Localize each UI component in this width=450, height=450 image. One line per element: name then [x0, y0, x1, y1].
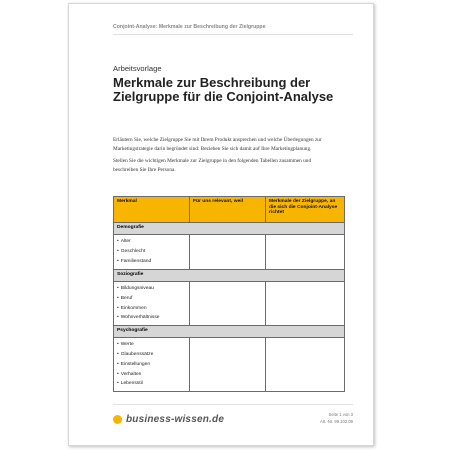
intro-paragraph: Erläutern Sie, welche Zielgruppe Sie mit Ihrem Produkt ansprechen und welche Überlegungen zur Marketingstrategie darin begründet sind: Beziehen Sie sich damit auf Ihre Marketingplanung. [113, 137, 322, 152]
article-number: Art.-Nr. 99.102.09 [319, 418, 353, 424]
section-title: Demografie [114, 223, 345, 235]
list-item: • Bildungsniveau [117, 284, 186, 294]
table-row [114, 235, 345, 270]
column-header: Merkmale der Zielgruppe, an die sich die Conjoint-Analyse richtet [266, 197, 345, 223]
list-item: • Beruf [117, 294, 186, 304]
footer-divider [113, 404, 353, 405]
section-row [114, 223, 345, 235]
target-feature-cell[interactable] [266, 235, 345, 270]
page-number: Seite 1 von 3 [328, 412, 353, 417]
intro-paragraph: Stellen Sie die wichtigen Merkmale zur Zielgruppe in den folgenden Tabellen zusammen und beschreiben Sie Ihre Persona. [113, 158, 312, 173]
logo-text: business-wissen.de [126, 414, 225, 425]
section-row [114, 270, 345, 282]
list-item: • Einkommen [117, 304, 186, 314]
column-header: Merkmal [114, 197, 190, 223]
logo-dot-icon [113, 415, 122, 424]
list-item: • Glaubenssätze [117, 350, 186, 360]
relevance-cell[interactable] [190, 282, 266, 326]
target-feature-cell[interactable] [266, 338, 345, 392]
item-list-cell [114, 282, 190, 326]
document-type-label: Arbeitsvorlage [113, 64, 162, 73]
list-item: • Einstellungen [117, 360, 186, 370]
target-feature-cell[interactable] [266, 282, 345, 326]
table-row [114, 338, 345, 392]
list-item: • Geschlecht [117, 247, 186, 257]
table-row [114, 282, 345, 326]
column-header: Für uns relevant, weil [190, 197, 266, 223]
page-title: Merkmale zur Beschreibung der Zielgruppe für die Conjoint-Analyse [113, 75, 334, 104]
item-list-cell [114, 235, 190, 270]
section-title: Psychografie [114, 326, 345, 338]
list-item: • Werte [117, 340, 186, 350]
list-item: • Familienstand [117, 257, 186, 267]
page-info [320, 412, 353, 425]
list-item: • Alter [117, 237, 186, 247]
brand-logo[interactable] [113, 414, 224, 425]
running-header: Conjoint-Analyse: Merkmale zur Beschreibung der Zielgruppe [113, 24, 353, 35]
item-list-cell [114, 338, 190, 392]
list-item: • Verhalten [117, 370, 186, 380]
document-page [68, 3, 374, 446]
intro-text [113, 136, 328, 178]
list-item: • Wohnverhältnisse [117, 313, 186, 323]
table-header-row [114, 197, 345, 223]
target-group-table [113, 196, 345, 392]
relevance-cell[interactable] [190, 338, 266, 392]
list-item: • Lebensstil [117, 379, 186, 389]
relevance-cell[interactable] [190, 235, 266, 270]
section-row [114, 326, 345, 338]
section-title: Soziografie [114, 270, 345, 282]
